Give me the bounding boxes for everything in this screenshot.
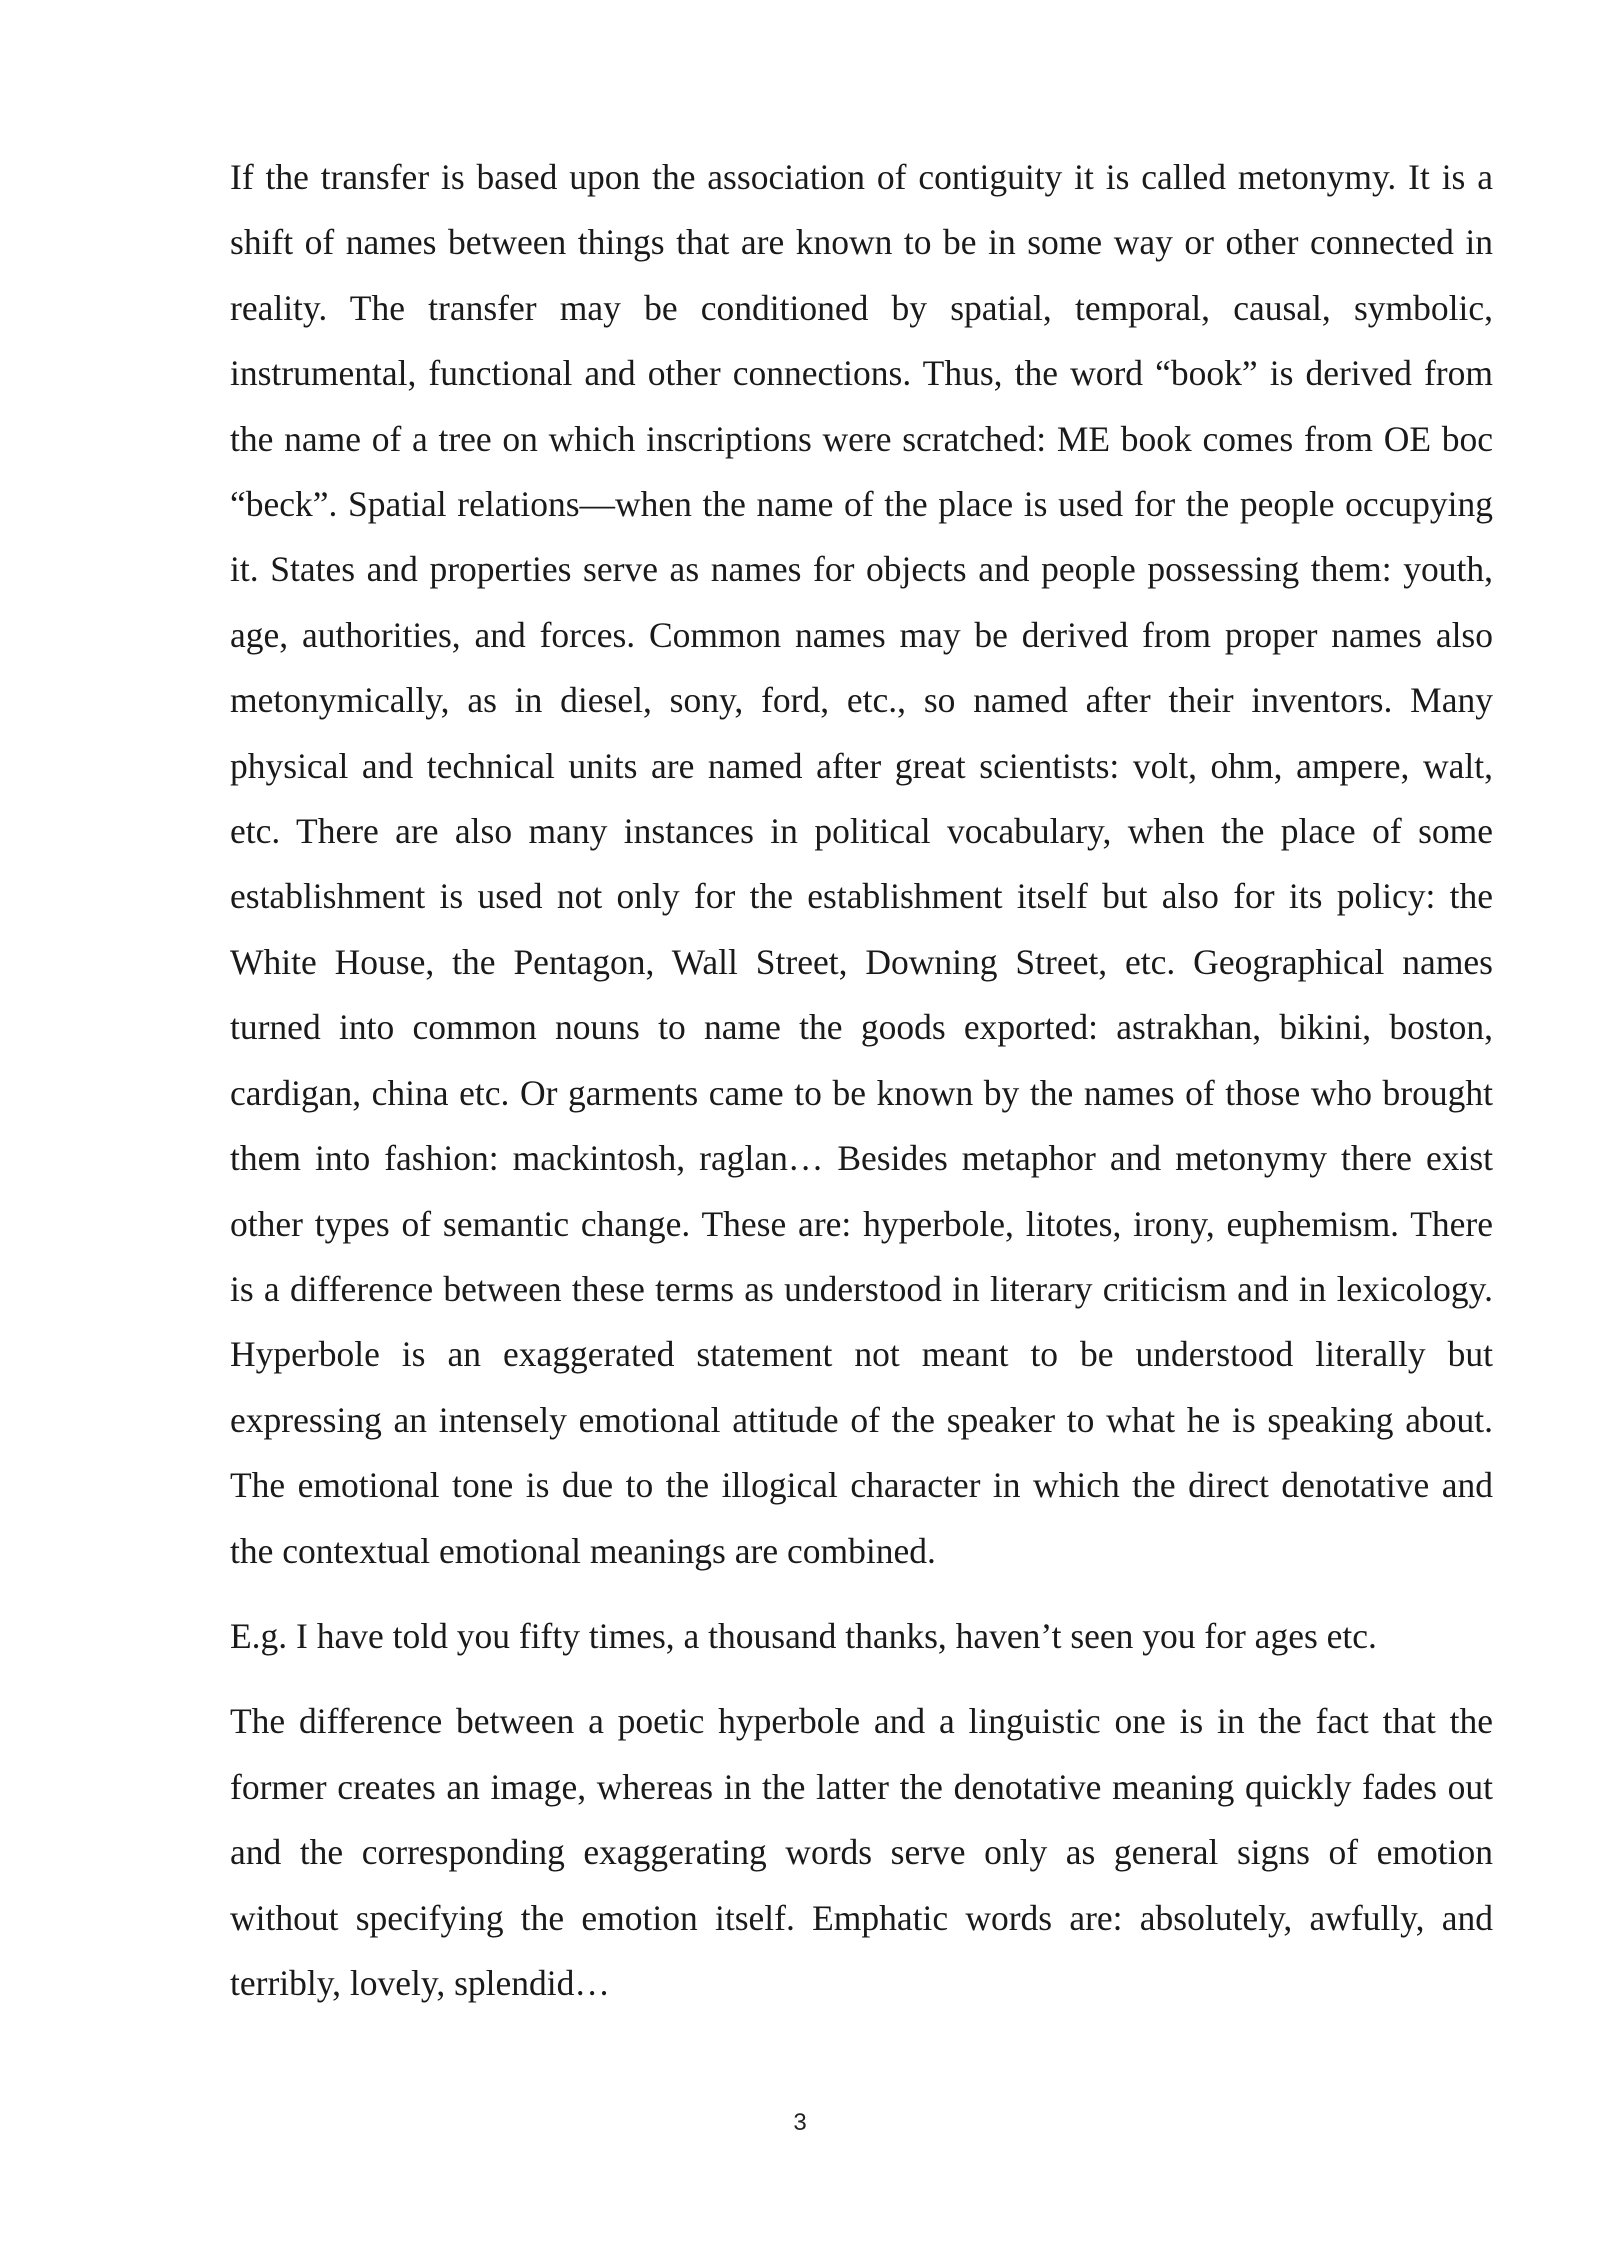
paragraph-metonymy: If the transfer is based upon the association of contiguity it is called metonymy. It is a shift of names between things that are known to be in some way or other connected in reality. The transfer may be conditioned by spatial, temporal, causal, symbolic, instrumental, functional and other connections. Thus, the word “book” is derived from the name of a tree on which inscriptions were scratched: ME book comes from OE boc “beck”. Spatial relations—when the name of the place is used for the people occupying it. States and properties serve as names for objects and people possessing them: youth, age, authorities, and forces. Common names may be derived from proper names also metonymically, as in diesel, sony, ford, etc., so named after their inventors. Many physical and technical units are named after great scientists: volt, ohm, ampere, walt, etc. There are also many instances in political vocabulary, when the place of some establishment is used not only for the establishment itself but also for its policy: the White House, the Pentagon, Wall Street, Downing Street, etc. Geographical names turned into common nouns to name the goods exported: astrakhan, bikini, boston, cardigan, china etc. Or garments came to be known by the names of those who brought them into fashion: mackintosh, raglan… Besides metaphor and metonymy there exist other types of semantic change. These are: hyperbole, litotes, irony, euphemism. There is a difference between these terms as understood in literary criticism and in lexicology. Hyperbole is an exaggerated statement not meant to be understood literally but expressing an intensely emotional attitude of the speaker to what he is speaking about. The emotional tone is due to the illogical character in which the direct denotative and the contextual emotional meanings are combined.: [230, 157, 1493, 1571]
paragraph-hyperbole: The difference between a poetic hyperbole and a linguistic one is in the fact that the former creates an image, whereas in the latter the denotative meaning quickly fades out and the corresponding exaggerating words serve only as general signs of emotion without specifying the emotion itself. Emphatic words are: absolutely, awfully, and terribly, lovely, splendid…: [230, 1701, 1493, 2003]
page-number: 3: [793, 2109, 807, 2136]
document-page: [230, 145, 1493, 2016]
paragraph-example: E.g. I have told you fifty times, a thousand thanks, haven’t seen you for ages etc.: [230, 1615, 1377, 1656]
